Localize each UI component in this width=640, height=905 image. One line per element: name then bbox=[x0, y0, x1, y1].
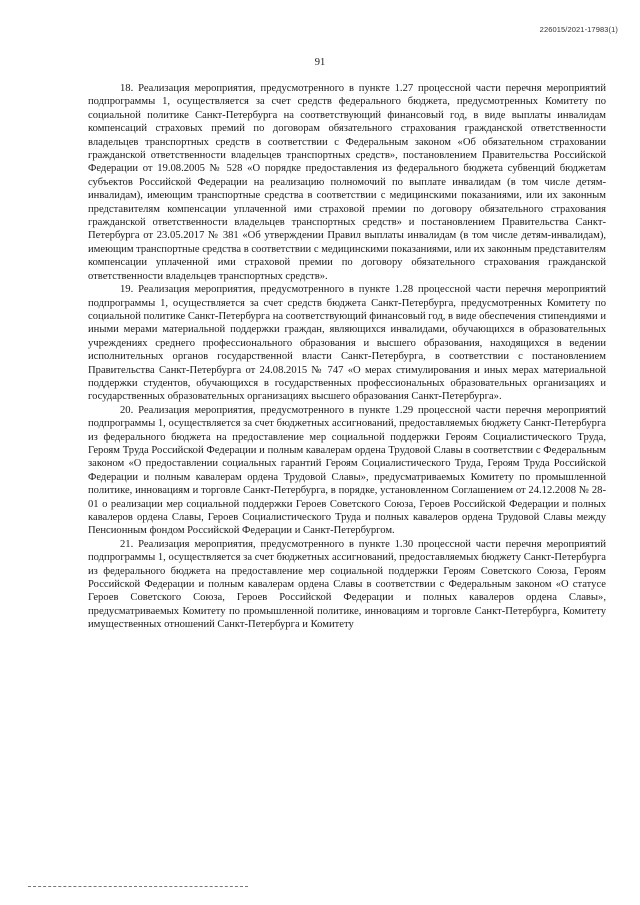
document-body bbox=[88, 82, 606, 632]
page-number: 91 bbox=[314, 57, 326, 68]
paragraph-21: 21. Реализация мероприятия, предусмотренного в пункте 1.30 процессной части перечня мероприятий подпрограммы 1, осуществляется за счет бюджетных ассигнований, предоставляемых бюджету Санкт-Петербурга из федерального бюджета на предоставление мер социальной поддержки Героям Советского Союза, Героям Российской Федерации и полным кавалерам ордена Славы в соответствии с Федеральным законом «О статусе Героев Советского Союза, Героев Российской Федерации и полных кавалеров ордена Славы», предусматриваемых Комитету по промышленной политике, инновациям и торговле Санкт-Петербурга, Комитету имущественных отношений Санкт-Петербурга и Комитету bbox=[88, 538, 606, 631]
paragraph-20: 20. Реализация мероприятия, предусмотренного в пункте 1.29 процессной части перечня мероприятий подпрограммы 1, осуществляется за счет бюджетных ассигнований, предоставляемых бюджету Санкт-Петербурга из федерального бюджета на предоставление мер социальной поддержки Героям Социалистического Труда, Героям Труда Российской Федерации и полным кавалерам ордена Трудовой Славы в соответствии с Федеральным законом «О предоставлении социальных гарантий Героям Социалистического Труда, Героям Труда Российской Федерации и полным кавалерам ордена Трудовой Славы», предусматриваемых Комитету по промышленной политике, инновациям и торговле Санкт-Петербурга, в порядке, установленном Соглашением от 24.12.2008 № 28-01 о реализации мер социальной поддержки Героев Советского Союза, Героев Российской Федерации и полных кавалеров ордена Славы, Героев Социалистического Труда и полных кавалеров ордена Трудовой Славы между Пенсионным фондом Российской Федерации и Санкт-Петербургом. bbox=[88, 404, 606, 537]
scan-edge-divider bbox=[28, 886, 248, 887]
paragraph-18: 18. Реализация мероприятия, предусмотренного в пункте 1.27 процессной части перечня мероприятий подпрограммы 1, осуществляется за счет средств федерального бюджета, предусмотренных Комитету по социальной политике Санкт-Петербурга на соответствующий финансовый год, в виде выплаты инвалидам компенсаций страховых премий по договорам обязательного страхования гражданской ответственности владельцев транспортных средств в соответствии с Федеральным законом «Об обязательном страховании гражданской ответственности владельцев транспортных средств», постановлением Правительства Российской Федерации от 19.08.2005 № 528 «О порядке предоставления из федерального бюджета субвенций бюджетам субъектов Российской Федерации на реализацию полномочий по выплате инвалидам (в том числе детям-инвалидам), имеющим транспортные средства в соответствии с медицинскими показаниями, или их законным представителям компенсации уплаченной ими страховой премии по договору обязательного страхования гражданской ответственности владельцев транспортных средств» и постановлением Правительства Санкт-Петербурга от 23.05.2017 № 381 «Об утверждении Правил выплаты инвалидам (в том числе детям-инвалидам), имеющим транспортные средства в соответствии с медицинскими показаниями, или их законным представителям компенсации уплаченной ими страховой премии по договору обязательного страхования гражданской ответственности владельцев транспортных средств». bbox=[88, 83, 606, 282]
document-registration-number: 226015/2021-17983(1) bbox=[539, 25, 618, 34]
paragraph-19: 19. Реализация мероприятия, предусмотренного в пункте 1.28 процессной части перечня мероприятий подпрограммы 1, осуществляется за счет средств бюджета Санкт-Петербурга, предусмотренных Комитету по социальной политике Санкт-Петербурга на соответствующий финансовый год, в виде обеспечения стипендиями и иными мерами материальной поддержки граждан, являющихся инвалидами, обучающихся в образовательных учреждениях среднего профессионального образования и высшего образования, находящихся в ведении исполнительных органов государственной власти Санкт-Петербурга, в соответствии с постановлением Правительства Санкт-Петербурга от 24.08.2015 № 747 «О мерах стимулирования и иных мерах материальной поддержки студентов, обучающихся в государственных профессиональных образовательных организациях и государственных образовательных организациях высшего образования Санкт-Петербурга». bbox=[88, 284, 606, 403]
